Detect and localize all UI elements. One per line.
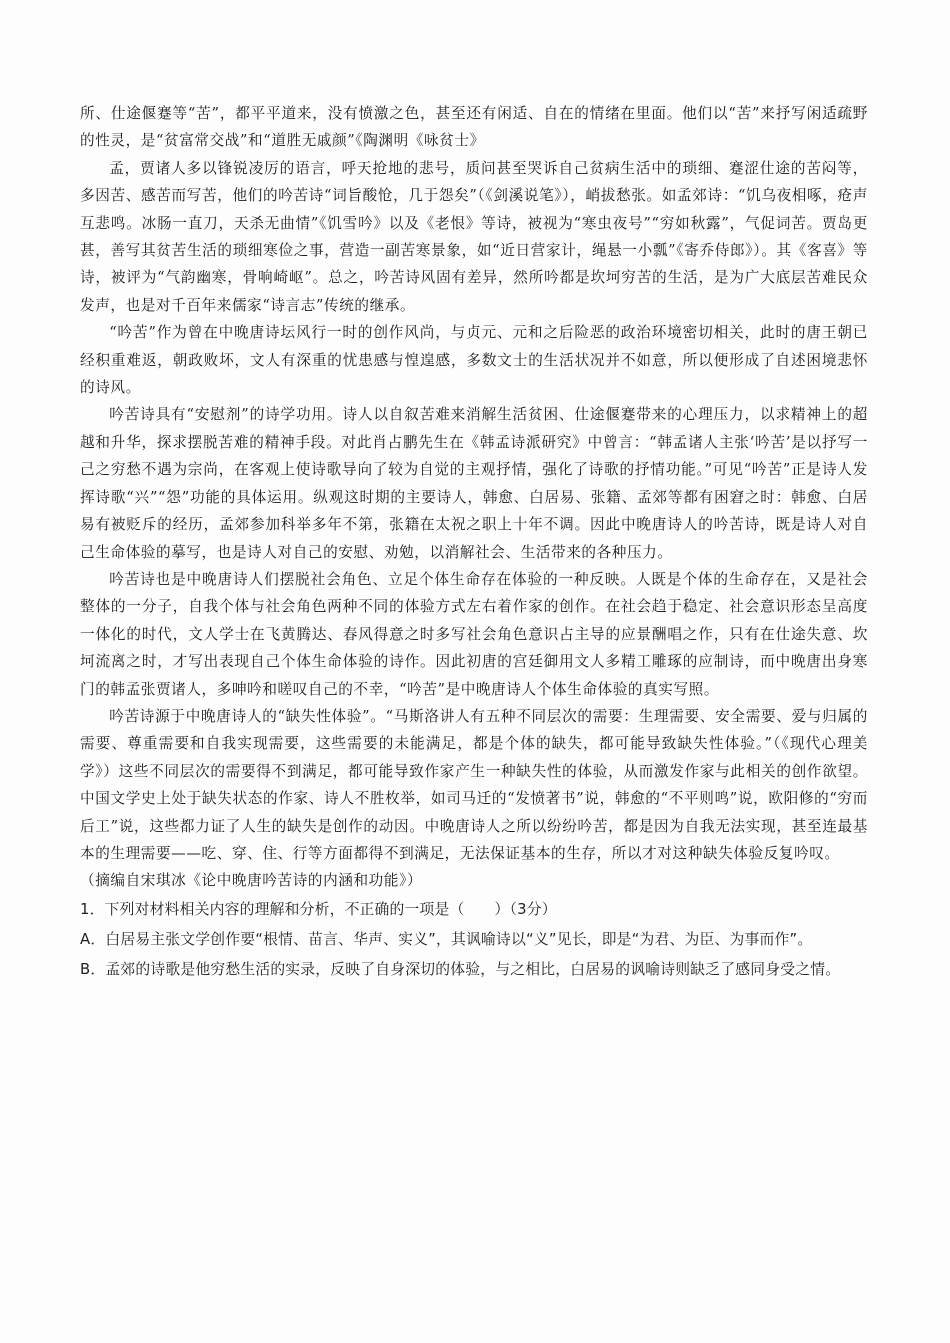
passage-paragraph-1: 所、仕途偃蹇等“苦”，都平平道来，没有愤激之色，甚至还有闲适、自在的情绪在里面。他们以“苦”来抒写闲适疏野的性灵，是“贫富常交战”和“道胜无戚颜”《陶渊明《咏贫士》 xyxy=(80,105,868,150)
question-1 xyxy=(80,895,868,984)
reading-passage xyxy=(80,100,868,895)
question-stem: 1．下列对材料相关内容的理解和分析，不正确的一项是（ ）（3分） xyxy=(80,900,557,918)
passage-paragraph-4: 吟苦诗具有“安慰剂”的诗学功用。诗人以自叙苦难来消解生活贫困、仕途偃蹇带来的心理压力，以求精神上的超越和升华，探求摆脱苦难的精神手段。对此肖占鹏先生在《韩孟诗派研究》中曾言：“韩孟诸人主张‘吟苦’是以抒写一己之穷愁不遇为宗尚，在客观上使诗歌导向了较为自觉的主观抒情，强化了诗歌的抒情功能。”可见“吟苦”正是诗人发挥诗歌“兴”“怨”功能的具体运用。纵观这时期的主要诗人，韩愈、白居易、张籍、孟郊等都有困窘之时：韩愈、白居易有被贬斥的经历，孟郊参加科举多年不第，张籍在太祝之职上十年不调。因此中晚唐诗人的吟苦诗，既是诗人对自己生命体验的摹写，也是诗人对自己的安慰、劝勉，以消解社会、生活带来的各种压力。 xyxy=(80,406,868,561)
passage-paragraph-5: 吟苦诗也是中晚唐诗人们摆脱社会角色、立足个体生命存在体验的一种反映。人既是个体的生命存在，又是社会整体的一分子，自我个体与社会角色两种不同的体验方式左右着作家的创作。在社会趋于稳定、社会意识形态呈高度一体化的时代，文人学士在飞黄腾达、春风得意之时多写社会角色意识占主导的应景酬唱之作，只有在仕途失意、坎坷流离之时，才写出表现自己个体生命体验的诗作。因此初唐的宫廷御用文人多精工雕琢的应制诗，而中晚唐出身寒门的韩孟张贾诸人，多呻吟和嗟叹自己的不幸，“吟苦”是中晚唐诗人个体生命体验的真实写照。 xyxy=(80,570,868,698)
passage-paragraph-3: “吟苦”作为曾在中晚唐诗坛风行一时的创作风尚，与贞元、元和之后险恶的政治环境密切相关，此时的唐王朝已经积重难返，朝政败坏，文人有深重的忧患感与惶遑感，多数文士的生活状况并不如意，所以便形成了自述困境悲怀的诗风。 xyxy=(80,324,868,397)
question-option-a: A．白居易主张文学创作要“根情、苗言、华声、实义”，其讽喻诗以“义”见长，即是“为君、为臣、为事而作”。 xyxy=(80,930,813,948)
passage-paragraph-6: 吟苦诗源于中晚唐诗人的“缺失性体验”。“马斯洛讲人有五种不同层次的需要：生理需要、安全需要、爱与归属的需要、尊重需要和自我实现需要，这些需要的未能满足，都是个体的缺失，都可能导致缺失性体验。”（《现代心理美学》）这些不同层次的需要得不到满足，都可能导致作家产生一种缺失性的体验，从而激发作家与此相关的创作欲望。中国文学史上处于缺失状态的作家、诗人不胜枚举，如司马迁的“发愤著书”说，韩愈的“不平则鸣”说，欧阳修的“穷而后工”说，这些都力证了人生的缺失是创作的动因。中晚唐诗人之所以纷纷吟苦，都是因为自我无法实现，甚至连最基本的生理需要——吃、穿、住、行等方面都得不到满足，无法保证基本的生存，所以才对这种缺失体验反复吟叹。 xyxy=(80,707,868,862)
passage-source: （摘编自宋琪冰《论中晚唐吟苦诗的内涵和功能》） xyxy=(80,872,423,890)
question-option-b: B．孟郊的诗歌是他穷愁生活的实录，反映了自身深切的体验，与之相比，白居易的讽喻诗则缺乏了感同身受之情。 xyxy=(80,960,841,978)
passage-paragraph-2: 孟，贾诸人多以锋锐凌厉的语言，呼天抢地的悲号，质问甚至哭诉自己贫病生活中的琐细、蹇涩仕途的苦闷等，多因苦、感苦而写苦，他们的吟苦诗“词旨酸怆，几于怨矣”（《剑溪说笔》），峭拔愁张。如孟郊诗：“饥乌夜相啄，疮声互悲鸣。冰肠一直刀，天杀无曲情”《饥雪吟》以及《老恨》等诗，被视为“寒虫夜号”“穷如秋露”，气促词苦。贾岛更甚，善写其贫苦生活的琐细寒俭之事，营造一副苦寒景象，如“近日营家计，绳悬一小瓢”《寄乔侍郎》）。其《客喜》等诗，被评为“气韵幽寒，骨响崎岖”。总之，吟苦诗风固有差异，然所吟都是坎坷穷苦的生活，是为广大底层苦难民众发声，也是对千百年来儒家“诗言志”传统的继承。 xyxy=(80,159,868,314)
